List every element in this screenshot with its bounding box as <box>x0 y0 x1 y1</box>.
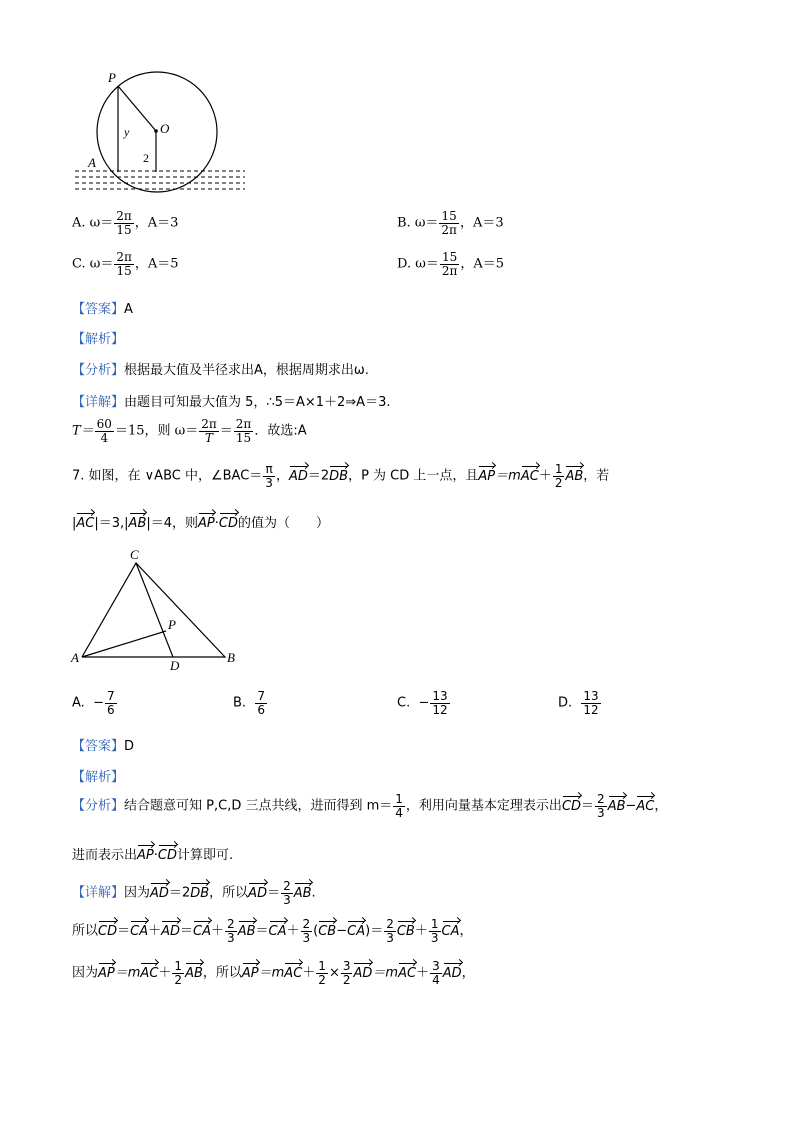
water-wheel-figure <box>70 70 250 195</box>
q6-b-label: B. ω＝ <box>397 215 439 231</box>
q7-stem-line2: |AC|＝3,|AB|＝4，则AP·CD的值为（ ） <box>72 516 329 531</box>
q6-period-line: T＝ $\frac{60}{4}$ ＝15，则 ω＝ $\frac{2\pi}{T}$ ＝ $\frac{2\pi}{15}$ ．故选:A <box>72 417 307 445</box>
label-y: y <box>124 125 130 139</box>
q6-option-c[interactable] <box>72 251 179 277</box>
q6-c-label: C. ω＝ <box>72 256 114 272</box>
q6-c-frac: $\frac{2\pi}{15}$ <box>116 250 132 278</box>
q7-xiangjie-2: 所以CD＝CA＋AD＝CA＋ $\frac{2}{3}$ AB＝CA＋ $\frac{2}{3}$ (CB−CA)＝ $\frac{2}{3}$ CB＋ $\frac{1}{3}$ CA， <box>72 917 473 945</box>
q7-xiangjie-1: 【详解】因为AD＝2DB，所以AD＝ $\frac{2}{3}$ AB. <box>72 879 316 907</box>
label-P2: P <box>168 617 176 632</box>
q7-stem-line1: 7. 如图，在 ∨ABC 中，∠BAC＝ $\frac{\pi}{3}$ ，AD＝2DB，P 为 CD 上一点，且AP＝mAC＋ $\frac{1}{2}$ AB，若 <box>72 462 610 490</box>
label-B: B <box>227 650 235 665</box>
label-D: D <box>170 658 180 673</box>
label-A: A <box>88 155 96 170</box>
q6-a-tail: ，A＝3 <box>134 215 179 231</box>
q7-option-a[interactable]: A. − $\frac{7}{6}$ <box>72 689 115 717</box>
q6-option-a[interactable] <box>72 210 178 236</box>
q6-a-label: A. ω＝ <box>72 215 114 231</box>
label-P: P <box>108 70 116 85</box>
q7-answer: 【答案】D <box>72 739 135 754</box>
q6-jiexi: 【解析】 <box>72 332 125 347</box>
label-C: C <box>130 547 139 562</box>
q6-option-b[interactable] <box>397 210 504 236</box>
triangle-figure <box>70 545 245 675</box>
q6-answer: 【答案】A <box>72 302 133 317</box>
q6-a-frac: $\frac{2\pi}{15}$ <box>116 209 132 237</box>
q6-b-tail: ，A＝3 <box>459 215 504 231</box>
label-A2: A <box>71 650 79 665</box>
q7-jiexi: 【解析】 <box>72 770 125 785</box>
q7-fenxi-2: 进而表示出AP·CD计算即可. <box>72 848 234 863</box>
q6-xiangjie: 【详解】由题目可知最大值为 5，∴5＝A×1＋2⇒A＝3. <box>72 395 391 410</box>
q7-option-d[interactable]: D. $\frac{13}{12}$ <box>558 689 599 717</box>
q6-d-label: D. ω＝ <box>397 256 439 272</box>
label-O: O <box>160 121 170 136</box>
q7-option-c[interactable]: C. − $\frac{13}{12}$ <box>397 689 448 717</box>
label-2: 2 <box>143 151 149 165</box>
q6-fenxi: 【分析】根据最大值及半径求出A，根据周期求出ω. <box>72 363 369 378</box>
q6-b-frac: $\frac{15}{2\pi}$ <box>441 209 457 237</box>
q7-xiangjie-3: 因为AP＝mAC＋ $\frac{1}{2}$ AB，所以AP＝mAC＋ $\frac{1}{2}$ × $\frac{3}{2}$ AD＝mAC＋ $\frac{3}{4}$ AD， <box>72 959 475 987</box>
q6-d-frac: $\frac{15}{2\pi}$ <box>441 250 458 278</box>
q6-c-tail: ，A＝5 <box>134 256 179 272</box>
q6-d-tail: ，A＝5 <box>460 256 505 272</box>
q6-option-d[interactable] <box>397 251 504 277</box>
q7-option-b[interactable]: B. $\frac{7}{6}$ <box>233 689 265 717</box>
q7-fenxi: 【分析】结合题意可知 P,C,D 三点共线，进而得到 m＝ $\frac{1}{4}$ ，利用向量基本定理表示出CD＝ $\frac{2}{3}$ AB−AC， <box>72 792 668 820</box>
